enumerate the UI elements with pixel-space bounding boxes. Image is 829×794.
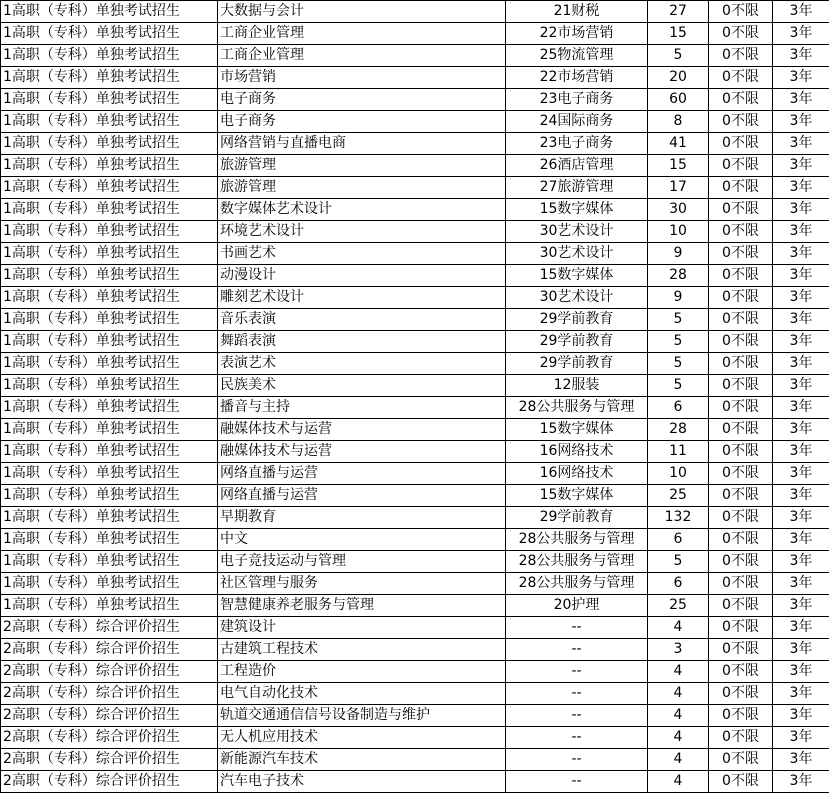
plan-count-cell: 4 — [648, 617, 709, 639]
major-name-cell: 汽车电子技术 — [218, 771, 506, 793]
table-row — [1, 353, 829, 375]
plan-category-cell: 15数字媒体 — [506, 265, 648, 287]
major-name-cell: 电子商务 — [218, 89, 506, 111]
plan-count-cell: 132 — [648, 507, 709, 529]
plan-category-cell: 29学前教育 — [506, 331, 648, 353]
plan-category-cell: 29学前教育 — [506, 507, 648, 529]
plan-count-cell: 28 — [648, 419, 709, 441]
plan-count-cell: 11 — [648, 441, 709, 463]
study-years-cell: 3年 — [773, 353, 829, 375]
study-years-cell: 3年 — [773, 595, 829, 617]
enrollment-type-cell: 1高职（专科）单独考试招生 — [1, 67, 218, 89]
plan-count-cell: 41 — [648, 133, 709, 155]
plan-count-cell: 5 — [648, 331, 709, 353]
table-row — [1, 177, 829, 199]
plan-count-cell: 27 — [648, 1, 709, 23]
gender-limit-cell: 0不限 — [709, 23, 773, 45]
enrollment-type-cell: 1高职（专科）单独考试招生 — [1, 177, 218, 199]
gender-limit-cell: 0不限 — [709, 111, 773, 133]
major-name-cell: 早期教育 — [218, 507, 506, 529]
study-years-cell: 3年 — [773, 67, 829, 89]
plan-count-cell: 9 — [648, 287, 709, 309]
plan-category-cell: 30艺术设计 — [506, 287, 648, 309]
plan-count-cell: 5 — [648, 353, 709, 375]
plan-count-cell: 8 — [648, 111, 709, 133]
plan-category-cell: -- — [506, 661, 648, 683]
study-years-cell: 3年 — [773, 265, 829, 287]
gender-limit-cell: 0不限 — [709, 485, 773, 507]
plan-count-cell: 6 — [648, 529, 709, 551]
plan-count-cell: 6 — [648, 573, 709, 595]
major-name-cell: 中文 — [218, 529, 506, 551]
enrollment-type-cell: 1高职（专科）单独考试招生 — [1, 353, 218, 375]
enrollment-type-cell: 2高职（专科）综合评价招生 — [1, 661, 218, 683]
plan-category-cell: 15数字媒体 — [506, 485, 648, 507]
enrollment-type-cell: 1高职（专科）单独考试招生 — [1, 551, 218, 573]
table-row — [1, 595, 829, 617]
study-years-cell: 3年 — [773, 441, 829, 463]
plan-category-cell: 28公共服务与管理 — [506, 551, 648, 573]
gender-limit-cell: 0不限 — [709, 199, 773, 221]
enrollment-type-cell: 1高职（专科）单独考试招生 — [1, 463, 218, 485]
major-name-cell: 市场营销 — [218, 67, 506, 89]
plan-category-cell: 29学前教育 — [506, 309, 648, 331]
table-row — [1, 683, 829, 705]
plan-category-cell: 30艺术设计 — [506, 221, 648, 243]
table-row — [1, 573, 829, 595]
plan-count-cell: 5 — [648, 375, 709, 397]
gender-limit-cell: 0不限 — [709, 749, 773, 771]
plan-category-cell: -- — [506, 727, 648, 749]
table-row — [1, 749, 829, 771]
plan-count-cell: 5 — [648, 551, 709, 573]
enrollment-type-cell: 1高职（专科）单独考试招生 — [1, 199, 218, 221]
plan-count-cell: 25 — [648, 595, 709, 617]
major-name-cell: 数字媒体艺术设计 — [218, 199, 506, 221]
major-name-cell: 融媒体技术与运营 — [218, 419, 506, 441]
gender-limit-cell: 0不限 — [709, 771, 773, 793]
major-name-cell: 环境艺术设计 — [218, 221, 506, 243]
table-row — [1, 199, 829, 221]
study-years-cell: 3年 — [773, 111, 829, 133]
study-years-cell: 3年 — [773, 771, 829, 793]
gender-limit-cell: 0不限 — [709, 45, 773, 67]
table-row — [1, 617, 829, 639]
major-name-cell: 古建筑工程技术 — [218, 639, 506, 661]
major-name-cell: 无人机应用技术 — [218, 727, 506, 749]
table-row — [1, 23, 829, 45]
plan-category-cell: 29学前教育 — [506, 353, 648, 375]
study-years-cell: 3年 — [773, 639, 829, 661]
enrollment-type-cell: 1高职（专科）单独考试招生 — [1, 419, 218, 441]
plan-category-cell: 15数字媒体 — [506, 199, 648, 221]
plan-category-cell: 16网络技术 — [506, 463, 648, 485]
plan-category-cell: 16网络技术 — [506, 441, 648, 463]
study-years-cell: 3年 — [773, 89, 829, 111]
table-row — [1, 287, 829, 309]
enrollment-type-cell: 1高职（专科）单独考试招生 — [1, 1, 218, 23]
major-name-cell: 建筑设计 — [218, 617, 506, 639]
table-body — [1, 1, 829, 793]
enrollment-type-cell: 1高职（专科）单独考试招生 — [1, 529, 218, 551]
table-row — [1, 1, 829, 23]
plan-count-cell: 10 — [648, 463, 709, 485]
plan-category-cell: 28公共服务与管理 — [506, 573, 648, 595]
enrollment-type-cell: 2高职（专科）综合评价招生 — [1, 727, 218, 749]
gender-limit-cell: 0不限 — [709, 67, 773, 89]
major-name-cell: 电子竞技运动与管理 — [218, 551, 506, 573]
plan-count-cell: 4 — [648, 661, 709, 683]
study-years-cell: 3年 — [773, 683, 829, 705]
plan-category-cell: 23电子商务 — [506, 133, 648, 155]
study-years-cell: 3年 — [773, 507, 829, 529]
table-row — [1, 375, 829, 397]
major-name-cell: 大数据与会计 — [218, 1, 506, 23]
enrollment-type-cell: 1高职（专科）单独考试招生 — [1, 111, 218, 133]
table-row — [1, 705, 829, 727]
gender-limit-cell: 0不限 — [709, 441, 773, 463]
study-years-cell: 3年 — [773, 617, 829, 639]
plan-count-cell: 4 — [648, 771, 709, 793]
table-row — [1, 309, 829, 331]
plan-category-cell: 30艺术设计 — [506, 243, 648, 265]
table-row — [1, 419, 829, 441]
plan-count-cell: 30 — [648, 199, 709, 221]
enrollment-type-cell: 2高职（专科）综合评价招生 — [1, 705, 218, 727]
enrollment-type-cell: 1高职（专科）单独考试招生 — [1, 441, 218, 463]
table-row — [1, 111, 829, 133]
gender-limit-cell: 0不限 — [709, 573, 773, 595]
table-row — [1, 441, 829, 463]
enrollment-type-cell: 1高职（专科）单独考试招生 — [1, 243, 218, 265]
study-years-cell: 3年 — [773, 221, 829, 243]
enrollment-type-cell: 1高职（专科）单独考试招生 — [1, 595, 218, 617]
gender-limit-cell: 0不限 — [709, 595, 773, 617]
study-years-cell: 3年 — [773, 45, 829, 67]
enrollment-type-cell: 1高职（专科）单独考试招生 — [1, 375, 218, 397]
study-years-cell: 3年 — [773, 529, 829, 551]
gender-limit-cell: 0不限 — [709, 309, 773, 331]
enrollment-type-cell: 1高职（专科）单独考试招生 — [1, 331, 218, 353]
major-name-cell: 舞蹈表演 — [218, 331, 506, 353]
plan-count-cell: 17 — [648, 177, 709, 199]
gender-limit-cell: 0不限 — [709, 375, 773, 397]
plan-count-cell: 3 — [648, 639, 709, 661]
plan-count-cell: 4 — [648, 705, 709, 727]
major-name-cell: 网络营销与直播电商 — [218, 133, 506, 155]
enrollment-type-cell: 2高职（专科）综合评价招生 — [1, 771, 218, 793]
gender-limit-cell: 0不限 — [709, 507, 773, 529]
gender-limit-cell: 0不限 — [709, 551, 773, 573]
gender-limit-cell: 0不限 — [709, 89, 773, 111]
enrollment-type-cell: 1高职（专科）单独考试招生 — [1, 309, 218, 331]
enrollment-type-cell: 2高职（专科）综合评价招生 — [1, 617, 218, 639]
table-row — [1, 661, 829, 683]
plan-count-cell: 15 — [648, 155, 709, 177]
plan-category-cell: -- — [506, 749, 648, 771]
gender-limit-cell: 0不限 — [709, 1, 773, 23]
study-years-cell: 3年 — [773, 375, 829, 397]
plan-category-cell: 28公共服务与管理 — [506, 529, 648, 551]
plan-category-cell: 21财税 — [506, 1, 648, 23]
enrollment-type-cell: 1高职（专科）单独考试招生 — [1, 23, 218, 45]
gender-limit-cell: 0不限 — [709, 661, 773, 683]
plan-category-cell: 25物流管理 — [506, 45, 648, 67]
plan-category-cell: 15数字媒体 — [506, 419, 648, 441]
plan-count-cell: 25 — [648, 485, 709, 507]
study-years-cell: 3年 — [773, 287, 829, 309]
major-name-cell: 工商企业管理 — [218, 45, 506, 67]
plan-count-cell: 60 — [648, 89, 709, 111]
plan-category-cell: 22市场营销 — [506, 67, 648, 89]
enrollment-type-cell: 1高职（专科）单独考试招生 — [1, 485, 218, 507]
plan-category-cell: -- — [506, 639, 648, 661]
study-years-cell: 3年 — [773, 661, 829, 683]
table-row — [1, 463, 829, 485]
plan-category-cell: 27旅游管理 — [506, 177, 648, 199]
gender-limit-cell: 0不限 — [709, 639, 773, 661]
table-row — [1, 243, 829, 265]
table-row — [1, 133, 829, 155]
study-years-cell: 3年 — [773, 23, 829, 45]
major-name-cell: 书画艺术 — [218, 243, 506, 265]
table-row — [1, 45, 829, 67]
gender-limit-cell: 0不限 — [709, 265, 773, 287]
plan-count-cell: 10 — [648, 221, 709, 243]
major-name-cell: 工商企业管理 — [218, 23, 506, 45]
plan-count-cell: 5 — [648, 309, 709, 331]
enrollment-type-cell: 1高职（专科）单独考试招生 — [1, 133, 218, 155]
enrollment-type-cell: 2高职（专科）综合评价招生 — [1, 639, 218, 661]
plan-category-cell: 24国际商务 — [506, 111, 648, 133]
table-row — [1, 397, 829, 419]
enrollment-type-cell: 1高职（专科）单独考试招生 — [1, 89, 218, 111]
study-years-cell: 3年 — [773, 705, 829, 727]
gender-limit-cell: 0不限 — [709, 221, 773, 243]
gender-limit-cell: 0不限 — [709, 243, 773, 265]
study-years-cell: 3年 — [773, 463, 829, 485]
plan-count-cell: 15 — [648, 23, 709, 45]
plan-category-cell: -- — [506, 683, 648, 705]
major-name-cell: 智慧健康养老服务与管理 — [218, 595, 506, 617]
table-row — [1, 771, 829, 793]
gender-limit-cell: 0不限 — [709, 353, 773, 375]
major-name-cell: 新能源汽车技术 — [218, 749, 506, 771]
plan-count-cell: 6 — [648, 397, 709, 419]
enrollment-type-cell: 1高职（专科）单独考试招生 — [1, 397, 218, 419]
study-years-cell: 3年 — [773, 551, 829, 573]
major-name-cell: 音乐表演 — [218, 309, 506, 331]
table-row — [1, 89, 829, 111]
gender-limit-cell: 0不限 — [709, 155, 773, 177]
plan-count-cell: 9 — [648, 243, 709, 265]
plan-category-cell: 28公共服务与管理 — [506, 397, 648, 419]
major-name-cell: 旅游管理 — [218, 177, 506, 199]
gender-limit-cell: 0不限 — [709, 529, 773, 551]
study-years-cell: 3年 — [773, 419, 829, 441]
study-years-cell: 3年 — [773, 749, 829, 771]
major-name-cell: 雕刻艺术设计 — [218, 287, 506, 309]
plan-count-cell: 5 — [648, 45, 709, 67]
gender-limit-cell: 0不限 — [709, 463, 773, 485]
study-years-cell: 3年 — [773, 199, 829, 221]
table-row — [1, 507, 829, 529]
enrollment-type-cell: 1高职（专科）单独考试招生 — [1, 45, 218, 67]
table-row — [1, 265, 829, 287]
table-row — [1, 331, 829, 353]
gender-limit-cell: 0不限 — [709, 397, 773, 419]
plan-category-cell: -- — [506, 705, 648, 727]
table-row — [1, 221, 829, 243]
plan-category-cell: 26酒店管理 — [506, 155, 648, 177]
enrollment-type-cell: 1高职（专科）单独考试招生 — [1, 221, 218, 243]
study-years-cell: 3年 — [773, 133, 829, 155]
major-name-cell: 电气自动化技术 — [218, 683, 506, 705]
major-name-cell: 社区管理与服务 — [218, 573, 506, 595]
major-name-cell: 民族美术 — [218, 375, 506, 397]
major-name-cell: 轨道交通通信信号设备制造与维护 — [218, 705, 506, 727]
enrollment-type-cell: 2高职（专科）综合评价招生 — [1, 749, 218, 771]
enrollment-type-cell: 1高职（专科）单独考试招生 — [1, 573, 218, 595]
major-name-cell: 网络直播与运营 — [218, 485, 506, 507]
study-years-cell: 3年 — [773, 243, 829, 265]
plan-category-cell: 12服装 — [506, 375, 648, 397]
study-years-cell: 3年 — [773, 155, 829, 177]
gender-limit-cell: 0不限 — [709, 727, 773, 749]
study-years-cell: 3年 — [773, 397, 829, 419]
gender-limit-cell: 0不限 — [709, 287, 773, 309]
table-row — [1, 67, 829, 89]
study-years-cell: 3年 — [773, 485, 829, 507]
plan-category-cell: 22市场营销 — [506, 23, 648, 45]
plan-count-cell: 20 — [648, 67, 709, 89]
table-row — [1, 529, 829, 551]
study-years-cell: 3年 — [773, 573, 829, 595]
gender-limit-cell: 0不限 — [709, 705, 773, 727]
study-years-cell: 3年 — [773, 309, 829, 331]
gender-limit-cell: 0不限 — [709, 177, 773, 199]
gender-limit-cell: 0不限 — [709, 331, 773, 353]
table-row — [1, 639, 829, 661]
gender-limit-cell: 0不限 — [709, 419, 773, 441]
plan-count-cell: 4 — [648, 683, 709, 705]
major-name-cell: 旅游管理 — [218, 155, 506, 177]
major-name-cell: 网络直播与运营 — [218, 463, 506, 485]
gender-limit-cell: 0不限 — [709, 617, 773, 639]
major-name-cell: 工程造价 — [218, 661, 506, 683]
enrollment-type-cell: 1高职（专科）单独考试招生 — [1, 265, 218, 287]
major-name-cell: 电子商务 — [218, 111, 506, 133]
study-years-cell: 3年 — [773, 331, 829, 353]
study-years-cell: 3年 — [773, 1, 829, 23]
enrollment-type-cell: 2高职（专科）综合评价招生 — [1, 683, 218, 705]
enrollment-type-cell: 1高职（专科）单独考试招生 — [1, 155, 218, 177]
study-years-cell: 3年 — [773, 177, 829, 199]
table-row — [1, 727, 829, 749]
plan-count-cell: 28 — [648, 265, 709, 287]
plan-category-cell: 20护理 — [506, 595, 648, 617]
major-name-cell: 表演艺术 — [218, 353, 506, 375]
plan-category-cell: -- — [506, 771, 648, 793]
table-row — [1, 551, 829, 573]
table-row — [1, 485, 829, 507]
enrollment-type-cell: 1高职（专科）单独考试招生 — [1, 507, 218, 529]
gender-limit-cell: 0不限 — [709, 683, 773, 705]
gender-limit-cell: 0不限 — [709, 133, 773, 155]
plan-category-cell: 23电子商务 — [506, 89, 648, 111]
plan-count-cell: 4 — [648, 727, 709, 749]
major-name-cell: 播音与主持 — [218, 397, 506, 419]
major-name-cell: 动漫设计 — [218, 265, 506, 287]
table-row — [1, 155, 829, 177]
enrollment-type-cell: 1高职（专科）单独考试招生 — [1, 287, 218, 309]
study-years-cell: 3年 — [773, 727, 829, 749]
major-name-cell: 融媒体技术与运营 — [218, 441, 506, 463]
plan-count-cell: 4 — [648, 749, 709, 771]
plan-category-cell: -- — [506, 617, 648, 639]
